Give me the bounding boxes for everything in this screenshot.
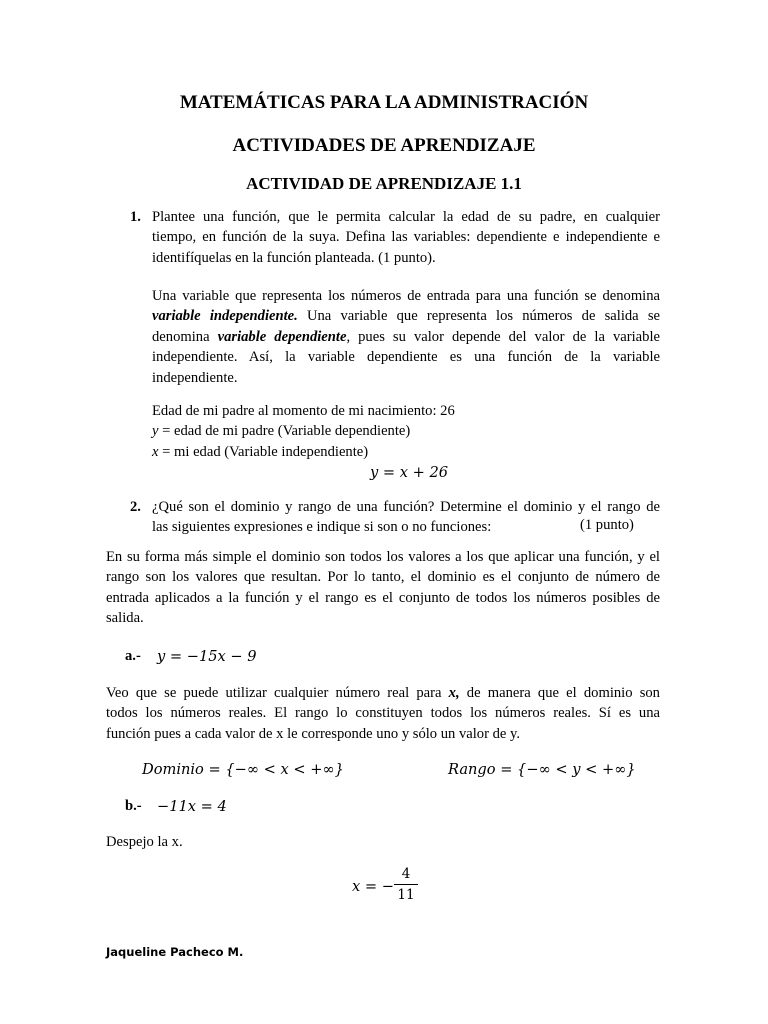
y-definition: y = edad de mi padre (Variable dependiente)	[152, 423, 411, 440]
footer-author: Jaqueline Pacheco M.	[106, 945, 244, 959]
question-1-text	[152, 207, 660, 268]
fraction-numerator: 4	[401, 866, 411, 882]
solution-lhs: x = −	[352, 878, 394, 895]
domain-range-explanation	[106, 547, 660, 629]
part-a-formula: y = −15x − 9	[157, 648, 257, 665]
part-a-explanation	[106, 683, 660, 744]
explanation-line: En su forma más simple el dominio son todos los valores a los que aplicar una función, y el	[106, 549, 660, 565]
section-heading: ACTIVIDAD DE APRENDIZAJE 1.1	[246, 174, 522, 193]
definition-line: Una variable que representa los números de entrada para una función se denomina	[152, 288, 660, 304]
definition-line: independiente. Así, la variable dependiente es una función de la variable	[152, 349, 660, 366]
part-b-formula: −11x = 4	[157, 798, 227, 815]
part-b-label: b.-	[125, 798, 142, 814]
question-1-line: tiempo, en función de la suya. Defina las variables: dependiente e independiente e	[152, 229, 660, 246]
part-b-text: Despejo la x.	[106, 834, 183, 850]
question-2-points: (1 punto)	[580, 517, 634, 533]
part-a-label: a.-	[125, 648, 141, 664]
x-definition: x = mi edad (Variable independiente)	[152, 443, 369, 460]
term-independent-variable: variable independiente.	[152, 308, 298, 325]
definition-line: variable independiente. Una variable que representa los números de salida se	[152, 308, 660, 325]
definition-line: independiente.	[152, 369, 238, 386]
question-2-number: 2.	[130, 499, 141, 515]
function-formula: y = x + 26	[370, 464, 449, 481]
definition-paragraph	[152, 286, 660, 388]
question-2-line: ¿Qué son el dominio y rango de una función? Determine el dominio y el rango de	[152, 499, 660, 515]
question-1-line: identifíquelas en la función planteada. (1 punto).	[152, 249, 436, 266]
term-dependent-variable: variable dependiente	[217, 328, 347, 345]
question-2-line: las siguientes expresiones e indique si son o no funciones:	[152, 519, 492, 536]
age-line: Edad de mi padre al momento de mi nacimiento: 26	[152, 403, 455, 419]
explanation-line: rango son los valores que resultan. Por lo tanto, el dominio es el conjunto de número de	[106, 569, 660, 586]
part-a-line: función pues a cada valor de x le corresponde uno y sólo un valor de y.	[106, 725, 521, 742]
document-title: MATEMÁTICAS PARA LA ADMINISTRACIÓN	[179, 92, 589, 113]
part-a-line: todos los números reales. El rango lo constituyen todos los números reales. Sí es una	[106, 705, 660, 722]
definition-line: denomina variable dependiente, pues su valor depende del valor de la variable	[152, 328, 660, 345]
question-1-number: 1.	[130, 209, 141, 225]
domain-set: Dominio = {−∞ < x < +∞}	[142, 761, 344, 778]
range-set: Rango = {−∞ < y < +∞}	[448, 761, 636, 778]
variables-block	[152, 401, 660, 462]
solution-fraction	[394, 866, 418, 903]
question-1-line: Plantee una función, que le permita calcular la edad de su padre, en cualquier	[152, 209, 660, 225]
fraction-denominator: 11	[397, 887, 415, 903]
explanation-line: salida.	[106, 610, 144, 627]
explanation-line: entrada aplicados a la función y el rango es el conjunto de todos los números posibles de	[106, 589, 660, 606]
part-a-line: Veo que se puede utilizar cualquier número real para x, de manera que el dominio son	[106, 685, 660, 701]
document-subtitle: ACTIVIDADES DE APRENDIZAJE	[232, 135, 536, 156]
fraction-bar	[394, 884, 418, 885]
